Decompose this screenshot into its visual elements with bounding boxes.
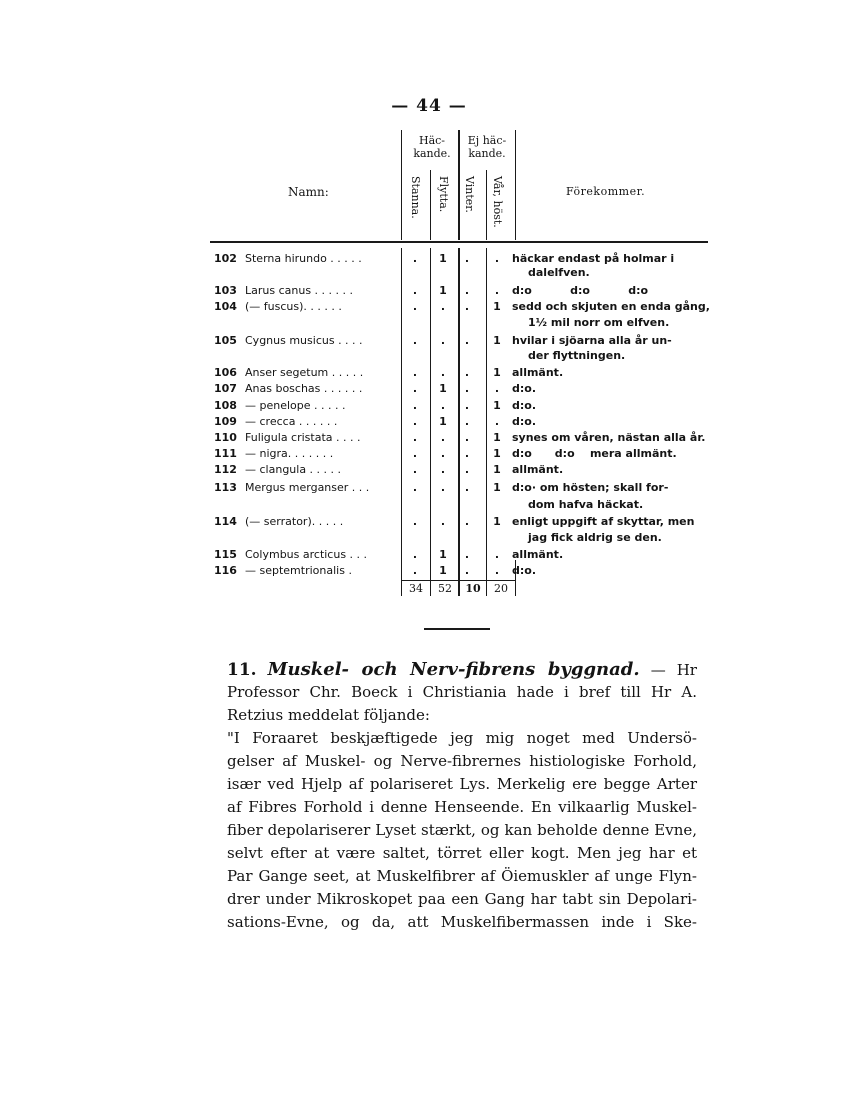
species-name: (— fuscus). . . . . . — [245, 300, 342, 313]
cell-migrant: . — [440, 515, 446, 528]
cell-spring-autumn: 1 — [493, 431, 501, 444]
occurrence-remark: allmänt. — [512, 463, 564, 476]
row-number: 113 — [214, 481, 237, 494]
table-row — [0, 398, 858, 414]
table-row — [0, 547, 858, 563]
cell-winter: . — [464, 300, 470, 313]
cell-resident: . — [412, 463, 418, 476]
table-row — [0, 480, 858, 496]
cell-spring-autumn: 1 — [493, 334, 501, 347]
occurrence-remark: d:o. — [512, 415, 537, 428]
occurrence-remark: hvilar i sjöarna alla år un- — [512, 334, 672, 347]
header-occurrence: Förekommer. — [566, 185, 646, 198]
cell-resident: . — [412, 334, 418, 347]
cell-migrant: 1 — [439, 382, 447, 395]
cell-migrant: . — [440, 300, 446, 313]
occurrence-remark: d:o d:o mera allmänt. — [512, 447, 677, 460]
header-migrant: Flytta. — [437, 176, 450, 213]
cell-migrant: . — [440, 463, 446, 476]
occurrence-remark: häckar endast på holmar i — [512, 252, 675, 265]
species-name: — clangula . . . . . — [245, 463, 342, 476]
table-rule — [486, 170, 487, 240]
species-name: Cygnus musicus . . . . — [245, 334, 363, 347]
occurrence-remark-cont: dom hafva häckat. — [528, 498, 644, 511]
table-row — [0, 299, 858, 315]
section-title: Muskel- och Nerv-fibrens byggnad. — [267, 659, 640, 680]
cell-migrant: 1 — [439, 284, 447, 297]
cell-winter: . — [464, 415, 470, 428]
occurrence-remark-cont: 1½ mil norr om elfven. — [528, 316, 670, 329]
cell-resident: . — [412, 284, 418, 297]
species-name: — nigra. . . . . . . — [245, 447, 334, 460]
occurrence-remark: enligt uppgift af skyttar, men — [512, 515, 695, 528]
total-resident: 34 — [409, 582, 423, 595]
table-row — [0, 514, 858, 530]
cell-migrant: . — [440, 447, 446, 460]
section-divider — [424, 628, 490, 630]
cell-winter: . — [464, 463, 470, 476]
cell-resident: . — [412, 548, 418, 561]
text-line: Retzius meddelat följande: — [227, 706, 430, 724]
cell-resident: . — [412, 252, 418, 265]
cell-migrant: . — [440, 431, 446, 444]
occurrence-remark-cont: dalelfven. — [528, 266, 590, 279]
cell-spring-autumn: . — [494, 548, 500, 561]
header-breeding-line2: kande. — [413, 147, 451, 160]
cell-migrant: . — [440, 334, 446, 347]
text-line: — Hr — [650, 661, 697, 679]
cell-resident: . — [412, 481, 418, 494]
page-number: — 44 — — [391, 96, 467, 116]
species-name: (— serrator). . . . . — [245, 515, 344, 528]
occurrence-remark: d:o. — [512, 399, 537, 412]
cell-spring-autumn: . — [494, 252, 500, 265]
occurrence-remark: d:o. — [512, 382, 537, 395]
species-name: Colymbus arcticus . . . — [245, 548, 368, 561]
occurrence-remark: d:o d:o d:o — [512, 284, 649, 297]
occurrence-remark-cont: der flyttningen. — [528, 349, 626, 362]
cell-winter: . — [464, 366, 470, 379]
species-name: — septemtrionalis . — [245, 564, 352, 577]
species-name: Anser segetum . . . . . — [245, 366, 364, 379]
text-line: især ved Hjelp af polariseret Lys. Merkelig ere begge Arter — [227, 775, 697, 793]
cell-spring-autumn: 1 — [493, 366, 501, 379]
header-spring-autumn: Vår, höst. — [491, 176, 504, 228]
cell-migrant: . — [440, 366, 446, 379]
species-name: Sterna hirundo . . . . . — [245, 252, 362, 265]
species-name: Larus canus . . . . . . — [245, 284, 354, 297]
cell-spring-autumn: 1 — [493, 481, 501, 494]
occurrence-remark: allmänt. — [512, 548, 564, 561]
text-line: sations-Evne, og da, att Muskelfibermassen inde i Ske- — [227, 913, 697, 931]
text-line: gelser af Muskel- og Nerve-fibrernes histiologiske Forhold, — [227, 752, 697, 770]
cell-migrant: 1 — [439, 548, 447, 561]
section-paragraph — [227, 658, 697, 934]
table-row — [0, 251, 858, 267]
cell-spring-autumn: 1 — [493, 447, 501, 460]
table-row — [0, 414, 858, 430]
occurrence-remark-cont: jag fick aldrig se den. — [528, 531, 662, 544]
cell-winter: . — [464, 481, 470, 494]
table-rule — [401, 130, 402, 240]
cell-resident: . — [412, 366, 418, 379]
species-name: Mergus merganser . . . — [245, 481, 370, 494]
header-resident: Stanna. — [409, 176, 422, 219]
table-row — [0, 381, 858, 397]
table-rule — [458, 130, 460, 240]
row-number: 104 — [214, 300, 237, 313]
occurrence-remark: sedd och skjuten en enda gång, — [512, 300, 710, 313]
header-name: Namn: — [288, 185, 329, 199]
row-number: 102 — [214, 252, 237, 265]
cell-resident: . — [412, 399, 418, 412]
total-spring-autumn: 20 — [494, 582, 508, 595]
table-row — [0, 430, 858, 446]
occurrence-remark: allmänt. — [512, 366, 564, 379]
table-rule — [515, 130, 516, 240]
header-breeding-line1: Häc- — [418, 134, 446, 147]
table-row — [0, 563, 858, 579]
row-number: 114 — [214, 515, 237, 528]
cell-migrant: 1 — [439, 415, 447, 428]
header-nonbreeding-line1: Ej häc- — [467, 134, 507, 147]
cell-spring-autumn: . — [494, 382, 500, 395]
cell-migrant: . — [440, 399, 446, 412]
cell-spring-autumn: 1 — [493, 399, 501, 412]
row-number: 115 — [214, 548, 237, 561]
cell-resident: . — [412, 564, 418, 577]
table-rule — [430, 170, 431, 240]
cell-migrant: 1 — [439, 252, 447, 265]
cell-winter: . — [464, 252, 470, 265]
cell-spring-autumn: 1 — [493, 515, 501, 528]
occurrence-remark: synes om våren, nästan alla år. — [512, 431, 706, 444]
cell-winter: . — [464, 334, 470, 347]
table-row — [0, 446, 858, 462]
cell-winter: . — [464, 447, 470, 460]
cell-winter: . — [464, 382, 470, 395]
table-row — [0, 333, 858, 349]
header-group-breeding — [406, 134, 458, 160]
table-row — [0, 462, 858, 478]
cell-resident: . — [412, 415, 418, 428]
row-number: 116 — [214, 564, 237, 577]
cell-winter: . — [464, 564, 470, 577]
table-row — [0, 283, 858, 299]
text-line: Professor Chr. Boeck i Christiania hade i bref till Hr A. — [227, 683, 697, 701]
cell-winter: . — [464, 431, 470, 444]
cell-spring-autumn: . — [494, 564, 500, 577]
cell-spring-autumn: . — [494, 415, 500, 428]
section-heading-line — [227, 658, 697, 681]
text-line: Par Gange seet, at Muskelfibrer af Öiemuskler af unge Flyn- — [227, 867, 697, 885]
cell-resident: . — [412, 515, 418, 528]
cell-winter: . — [464, 399, 470, 412]
cell-resident: . — [412, 431, 418, 444]
row-number: 105 — [214, 334, 237, 347]
text-line: drer under Mikroskopet paa een Gang har tabt sin Depolari- — [227, 890, 697, 908]
cell-spring-autumn: 1 — [493, 463, 501, 476]
cell-resident: . — [412, 300, 418, 313]
row-number: 103 — [214, 284, 237, 297]
table-row — [0, 365, 858, 381]
total-migrant: 52 — [438, 582, 452, 595]
row-number: 111 — [214, 447, 237, 460]
species-name: — crecca . . . . . . — [245, 415, 338, 428]
row-number: 107 — [214, 382, 237, 395]
row-number: 110 — [214, 431, 237, 444]
row-number: 112 — [214, 463, 237, 476]
species-name: — penelope . . . . . — [245, 399, 346, 412]
cell-spring-autumn: 1 — [493, 300, 501, 313]
text-line: "I Foraaret beskjæftigede jeg mig noget med Undersö- — [227, 729, 697, 747]
row-number: 108 — [214, 399, 237, 412]
cell-winter: . — [464, 548, 470, 561]
total-winter: 10 — [465, 582, 481, 595]
cell-resident: . — [412, 382, 418, 395]
species-name: Anas boschas . . . . . . — [245, 382, 363, 395]
totals-rule — [401, 580, 515, 581]
cell-migrant: . — [440, 481, 446, 494]
cell-resident: . — [412, 447, 418, 460]
header-nonbreeding-line2: kande. — [468, 147, 506, 160]
header-group-nonbreeding — [460, 134, 514, 160]
row-number: 106 — [214, 366, 237, 379]
text-line: af Fibres Forhold i denne Henseende. En vilkaarlig Muskel- — [227, 798, 697, 816]
header-rule — [210, 241, 708, 243]
species-name: Fuligula cristata . . . . — [245, 431, 361, 444]
cell-winter: . — [464, 515, 470, 528]
cell-winter: . — [464, 284, 470, 297]
cell-spring-autumn: . — [494, 284, 500, 297]
cell-migrant: 1 — [439, 564, 447, 577]
section-number: 11. — [227, 660, 257, 680]
occurrence-remark: d:o· om hösten; skall for- — [512, 481, 669, 494]
text-line: fiber depolariserer Lyset stærkt, og kan beholde denne Evne, — [227, 821, 697, 839]
header-winter: Vinter. — [463, 176, 476, 213]
text-line: selvt efter at være saltet, törret eller kogt. Men jeg har et — [227, 844, 697, 862]
row-number: 109 — [214, 415, 237, 428]
occurrence-remark: d:o. — [512, 564, 537, 577]
